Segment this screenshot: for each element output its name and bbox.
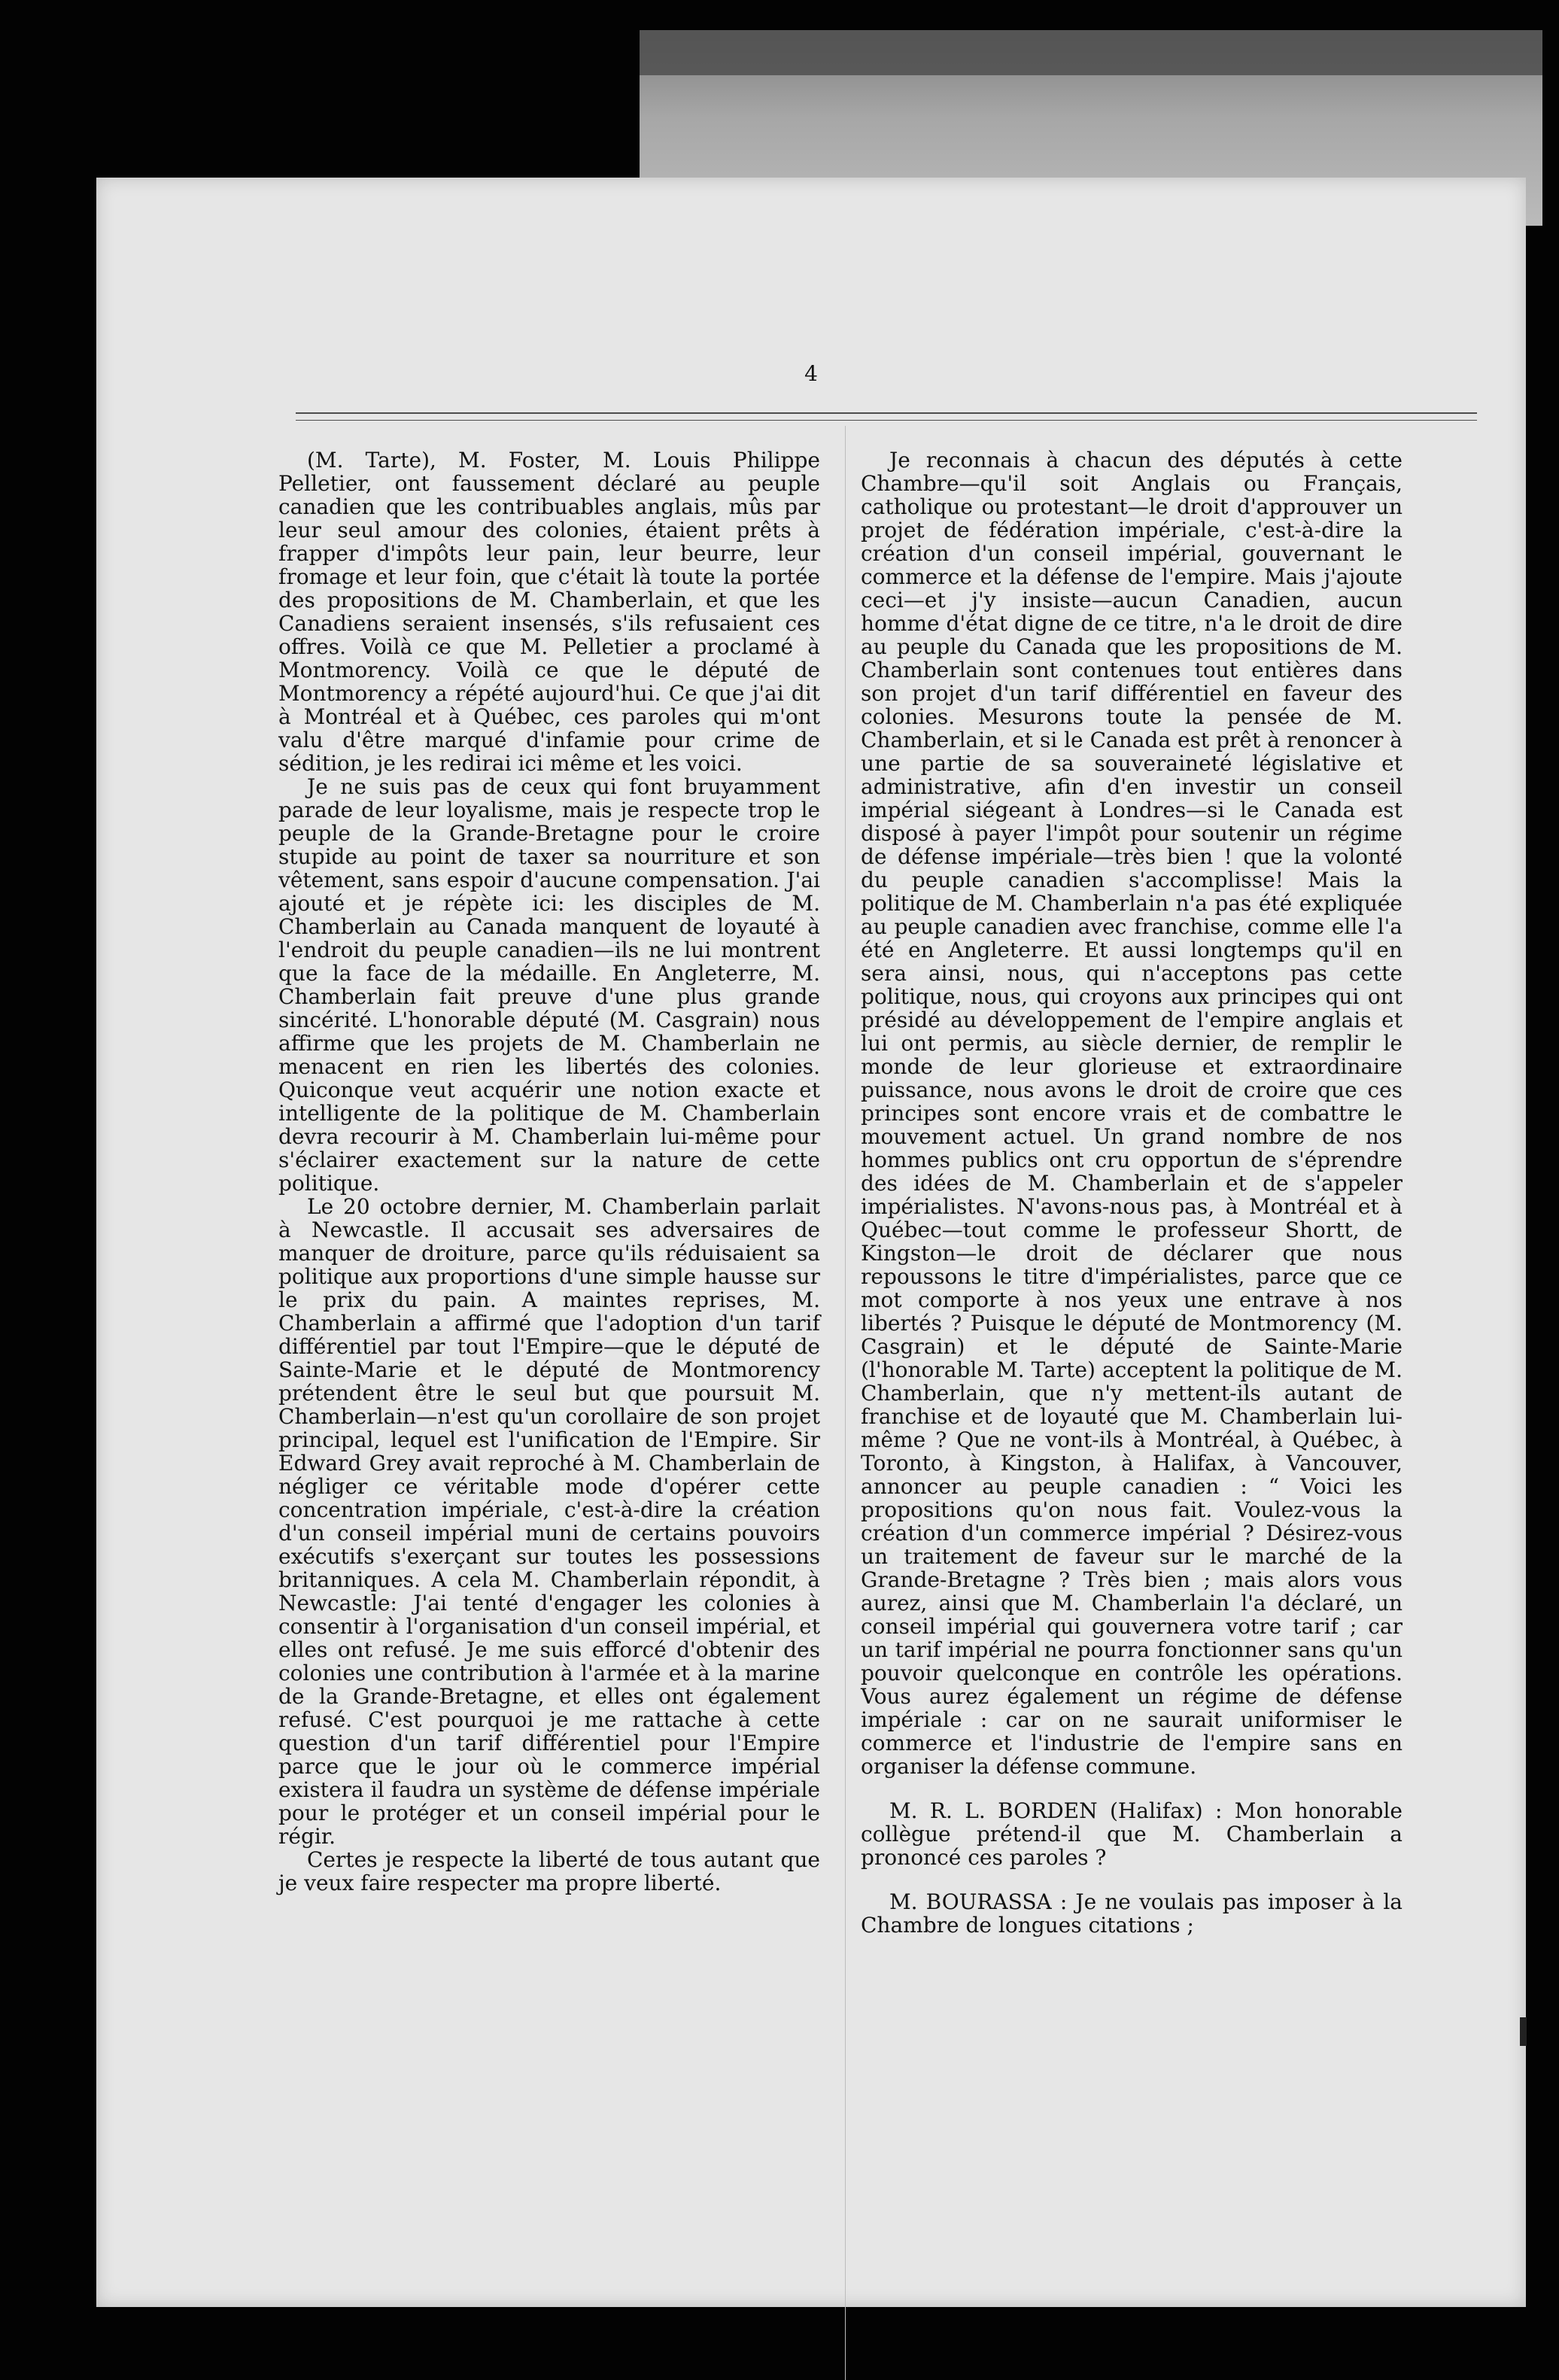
left-paragraph-4: Certes je respecte la liberté de tous autant que je veux faire respecter ma propre liberté. <box>278 1847 820 1895</box>
right-paragraph-2: M. R. L. BORDEN (Halifax) : Mon honorable collègue prétend-il que M. Chamberlain a prononcé ces paroles ? <box>861 1798 1402 1870</box>
margin-mark <box>1520 2017 1527 2046</box>
right-paragraph-3: M. BOURASSA : Je ne voulais pas imposer à la Chambre de longues citations ; <box>861 1889 1402 1938</box>
top-fragment-shadow <box>640 30 1542 75</box>
right-column <box>861 448 1402 1937</box>
left-paragraph-2: Je ne suis pas de ceux qui font bruyamment parade de leur loyalisme, mais je respecte trop le peuple de la Grande-Bretagne pour le croire stupide au point de taxer sa nourriture et son vêtement, sans espoir d'aucune compensation. J'ai ajouté et je répète ici: les disciples de M. Chamberlain au Canada manquent de loyauté à l'endroit du peuple canadien—ils ne lui montrent que la face de la médaille. En Angleterre, M. Chamberlain fait preuve d'une plus grande sincérité. L'honorable député (M. Casgrain) nous affirme que les projets de M. Chamberlain ne menacent en rien les libertés des colonies. Quiconque veut acquérir une notion exacte et intelligente de la politique de M. Chamberlain devra recourir à M. Chamberlain lui-même pour s'éclairer exactement sur la nature de cette politique. <box>278 774 820 1196</box>
left-paragraph-1: (M. Tarte), M. Foster, M. Louis Philippe Pelletier, ont faussement déclaré au peuple canadien que les contribuables anglais, mûs par leur seul amour des colonies, étaient prêts à frapper d'impôts leur pain, leur beurre, leur fromage et leur foin, que c'était là toute la portée des propositions de M. Chamberlain, et que les Canadiens seraient insensés, s'ils refusaient ces offres. Voilà ce que M. Pelletier a proclamé à Montmorency. Voilà ce que le député de Montmorency a répété aujourd'hui. Ce que j'ai dit à Montréal et à Québec, ces paroles qui m'ont valu d'être marqué d'infamie pour crime de sédition, je les redirai ici même et les voici. <box>278 448 820 776</box>
page-number: 4 <box>804 361 818 386</box>
right-paragraph-1: Je reconnais à chacun des députés à cette Chambre—qu'il soit Anglais ou Français, catholique ou protestant—le droit d'approuver un projet de fédération impériale, c'est-à-dire la création d'un conseil impérial, gouvernant le commerce et la défense de l'empire. Mais j'ajoute ceci—et j'y insiste—aucun Canadien, aucun homme d'état digne de ce titre, n'a le droit de dire au peuple du Canada que les propositions de M. Chamberlain sont contenues tout entières dans son projet d'un tarif différentiel en faveur des colonies. Mesurons toute la pensée de M. Chamberlain, et si le Canada est prêt à renoncer à une partie de sa souveraineté législative et administrative, afin d'en investir un conseil impérial siégeant à Londres—si le Canada est disposé à payer l'impôt pour soutenir un régime de défense impériale—très bien ! que la volonté du peuple canadien s'accomplisse! Mais la politique de M. Chamberlain n'a pas été expliquée au peuple canadien avec franchise, comme elle l'a été en Angleterre. Et aussi longtemps qu'il en sera ainsi, nous, qui n'acceptons pas cette politique, nous, qui croyons aux principes qui ont présidé au développement de l'empire anglais et lui ont permis, au siècle dernier, de remplir le monde de leur glorieuse et extraordinaire puissance, nous avons le droit de croire que ces principes sont encore vrais et de combattre le mouvement actuel. Un grand nombre de nos hommes publics ont cru opportun de s'éprendre des idées de M. Chamberlain et de s'appeler impérialistes. N'avons-nous pas, à Montréal et à Québec—tout comme le professeur Shortt, de Kingston—le droit de déclarer que nous repoussons le titre d'impérialistes, parce que ce mot comporte à nos yeux une entrave à nos libertés ? Puisque le député de Montmorency (M. Casgrain) et le député de Sainte-Marie (l'honorable M. Tarte) acceptent la politique de M. Chamberlain, que n'y mettent-ils autant de franchise et de loyauté que M. Chamberlain lui-même ? Que ne vont-ils à Montréal, à Québec, à Toronto, à Kingston, à Halifax, à Vancouver, annoncer au peuple canadien : “ Voici les propositions qu'on nous fait. Voulez-vous la création d'un commerce impérial ? Désirez-vous un traitement de faveur sur le marché de la Grande-Bretagne ? Très bien ; mais alors vous aurez, ainsi que M. Chamberlain l'a déclaré, un conseil impérial qui gouvernera votre tarif ; car un tarif impérial ne pourra fonctionner sans qu'un pouvoir quelconque en contrôle les opérations. Vous aurez également un régime de défense impériale : car on ne saurait uniformiser le commerce et l'industrie de l'empire sans en organiser la défense commune. <box>861 448 1402 1779</box>
column-divider <box>845 426 846 2380</box>
left-paragraph-3: Le 20 octobre dernier, M. Chamberlain parlait à Newcastle. Il accusait ses adversaires de manquer de droiture, parce qu'ils réduisaient sa politique aux proportions d'une simple hausse sur le prix du pain. A maintes reprises, M. Chamberlain a affirmé que l'adoption d'un tarif différentiel par tout l'Empire—que le député de Sainte-Marie et le député de Montmorency prétendent être le seul but que poursuit M. Chamberlain—n'est qu'un corollaire de son projet principal, lequel est l'unification de l'Empire. Sir Edward Grey avait reproché à M. Chamberlain de négliger ce véritable mode d'opérer cette concentration impériale, c'est-à-dire la création d'un conseil impérial muni de certains pouvoirs exécutifs s'exerçant sur toutes les possessions britanniques. A cela M. Chamberlain répondit, à Newcastle: J'ai tenté d'engager les colonies à consentir à l'organisation d'un conseil impérial, et elles ont refusé. Je me suis efforcé d'obtenir des colonies une contribution à l'armée et à la marine de la Grande-Bretagne, et elles ont également refusé. C'est pourquoi je me rattache à cette question d'un tarif différentiel pour l'Empire parce que le jour où le commerce impérial existera il faudra un système de défense impériale pour le protéger et un conseil impérial pour le régir. <box>278 1194 820 1849</box>
left-column <box>278 448 820 1895</box>
document-page <box>96 178 1526 2307</box>
top-rule <box>296 412 1477 414</box>
top-rule-fine <box>296 420 1477 421</box>
